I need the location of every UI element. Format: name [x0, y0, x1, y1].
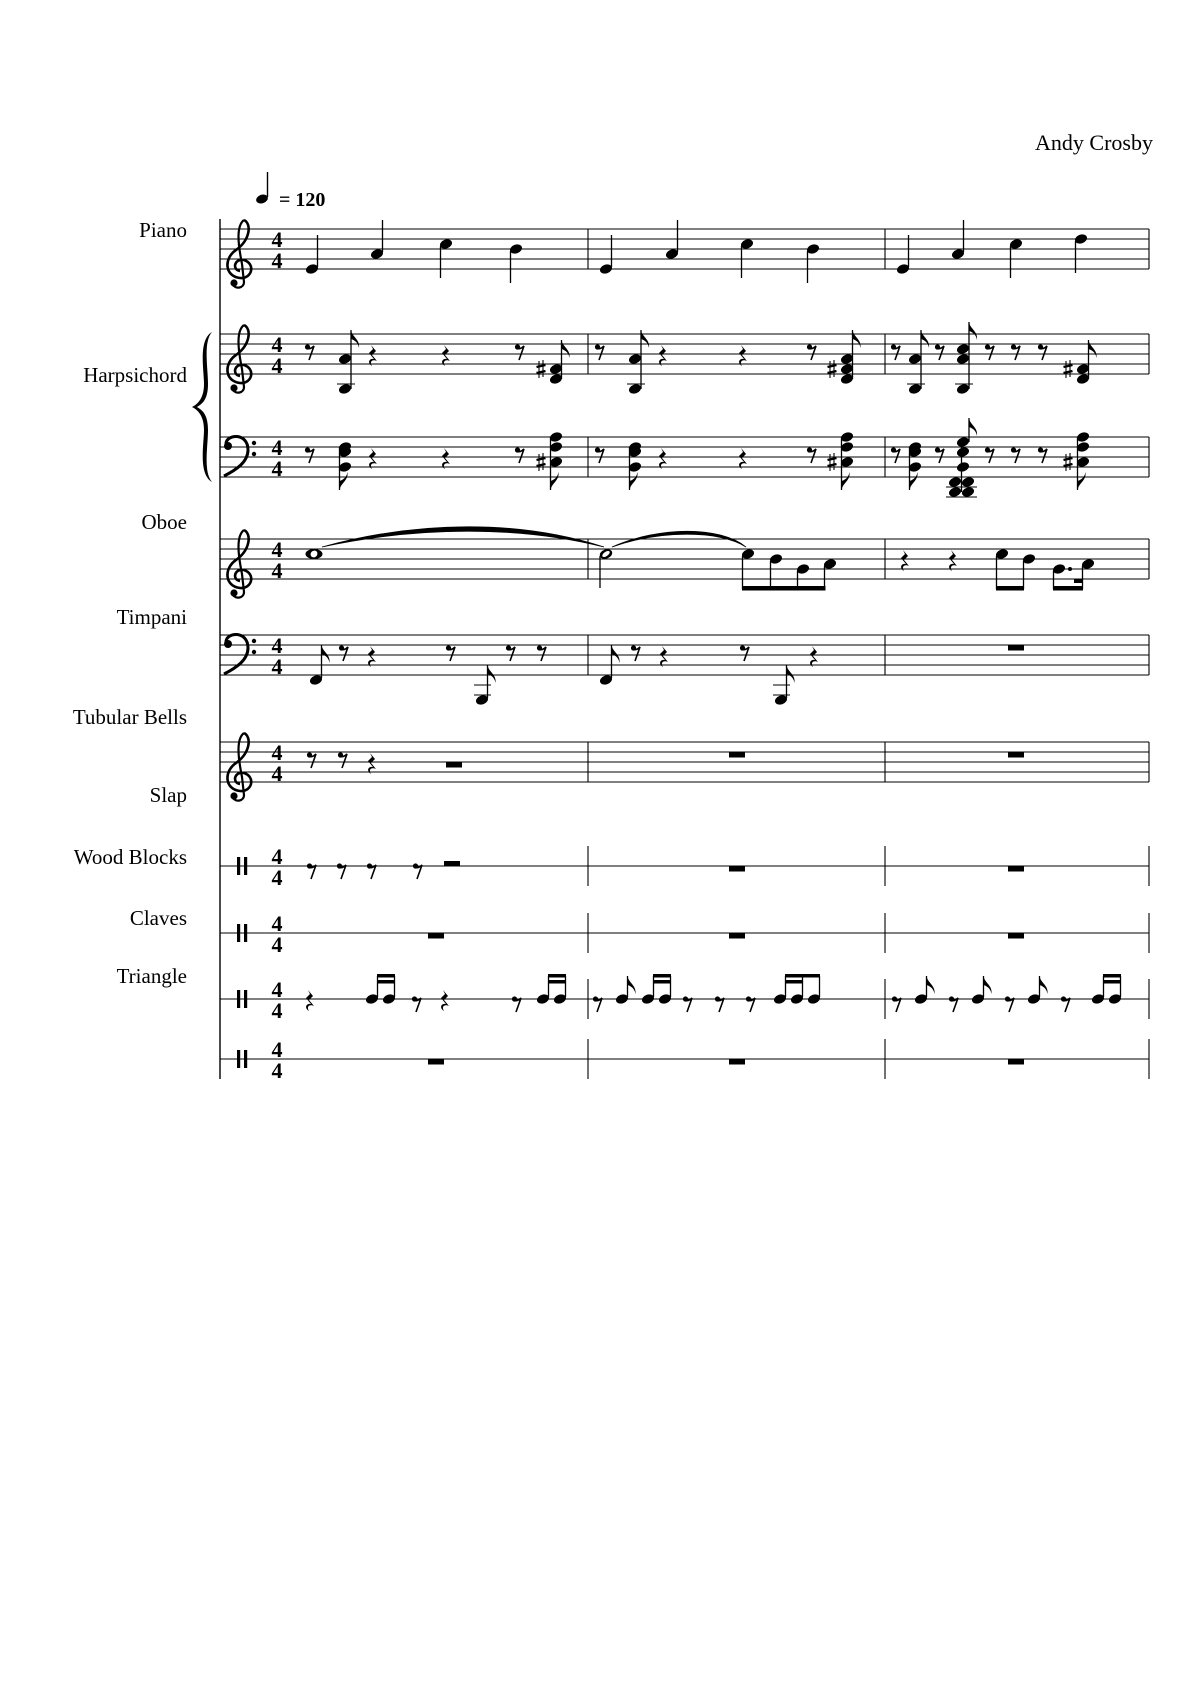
tempo-text: = 120 [279, 189, 326, 211]
instrument-label-piano: Piano [139, 218, 187, 242]
svg-text:4: 4 [271, 633, 283, 658]
svg-text:4: 4 [271, 435, 283, 460]
instrument-label-claves: Claves [129, 906, 187, 930]
svg-text:4: 4 [271, 332, 283, 357]
svg-text:4: 4 [271, 911, 283, 936]
instrument-label-triangle: Triangle [116, 964, 187, 988]
svg-text:4: 4 [271, 1058, 283, 1083]
tempo-bpm: 120 [295, 189, 326, 211]
bass-clef-icon [224, 436, 256, 476]
bass-clef-icon [224, 634, 256, 674]
svg-text:4: 4 [271, 977, 283, 1002]
treble-clef-icon [227, 220, 251, 288]
staff-oboe [220, 527, 1149, 598]
svg-text:4: 4 [271, 844, 283, 869]
svg-text:4: 4 [271, 932, 283, 957]
instrument-label-harpsichord: Harpsichord [83, 363, 187, 387]
svg-text:4: 4 [271, 456, 283, 481]
staff-piano [220, 220, 1149, 288]
treble-clef-icon [227, 530, 251, 598]
time-sig-denominator: 4 [271, 248, 283, 273]
treble-clef-icon [227, 733, 251, 801]
staff-timpani [220, 633, 1149, 706]
treble-clef-icon [227, 325, 251, 393]
staff-slap [220, 844, 1149, 890]
instrument-label-oboe: Oboe [141, 510, 187, 534]
brace-icon [192, 332, 212, 482]
time-sig-numerator: 4 [271, 227, 283, 252]
svg-text:4: 4 [271, 654, 283, 679]
instrument-label-slap: Slap [149, 783, 187, 807]
svg-text:4: 4 [271, 865, 283, 890]
svg-text:4: 4 [271, 353, 283, 378]
instrument-label-timpani: Timpani [116, 605, 187, 629]
staff-harpsichord [192, 322, 1149, 498]
svg-text:4: 4 [271, 761, 283, 786]
composer-name: Andy Crosby [1035, 130, 1153, 155]
instrument-label-tubular-bells: Tubular Bells [72, 705, 187, 729]
staff-tubular-bells [220, 733, 1149, 801]
staff-wood-blocks [220, 911, 1149, 957]
svg-text:4: 4 [271, 998, 283, 1023]
svg-text:4: 4 [271, 558, 283, 583]
staff-triangle [220, 1037, 1149, 1083]
tempo-marking [255, 172, 269, 205]
instrument-label-wood-blocks: Wood Blocks [73, 845, 187, 869]
svg-text:4: 4 [271, 537, 283, 562]
svg-text:4: 4 [271, 740, 283, 765]
staff-claves [220, 974, 1149, 1023]
svg-text:4: 4 [271, 1037, 283, 1062]
